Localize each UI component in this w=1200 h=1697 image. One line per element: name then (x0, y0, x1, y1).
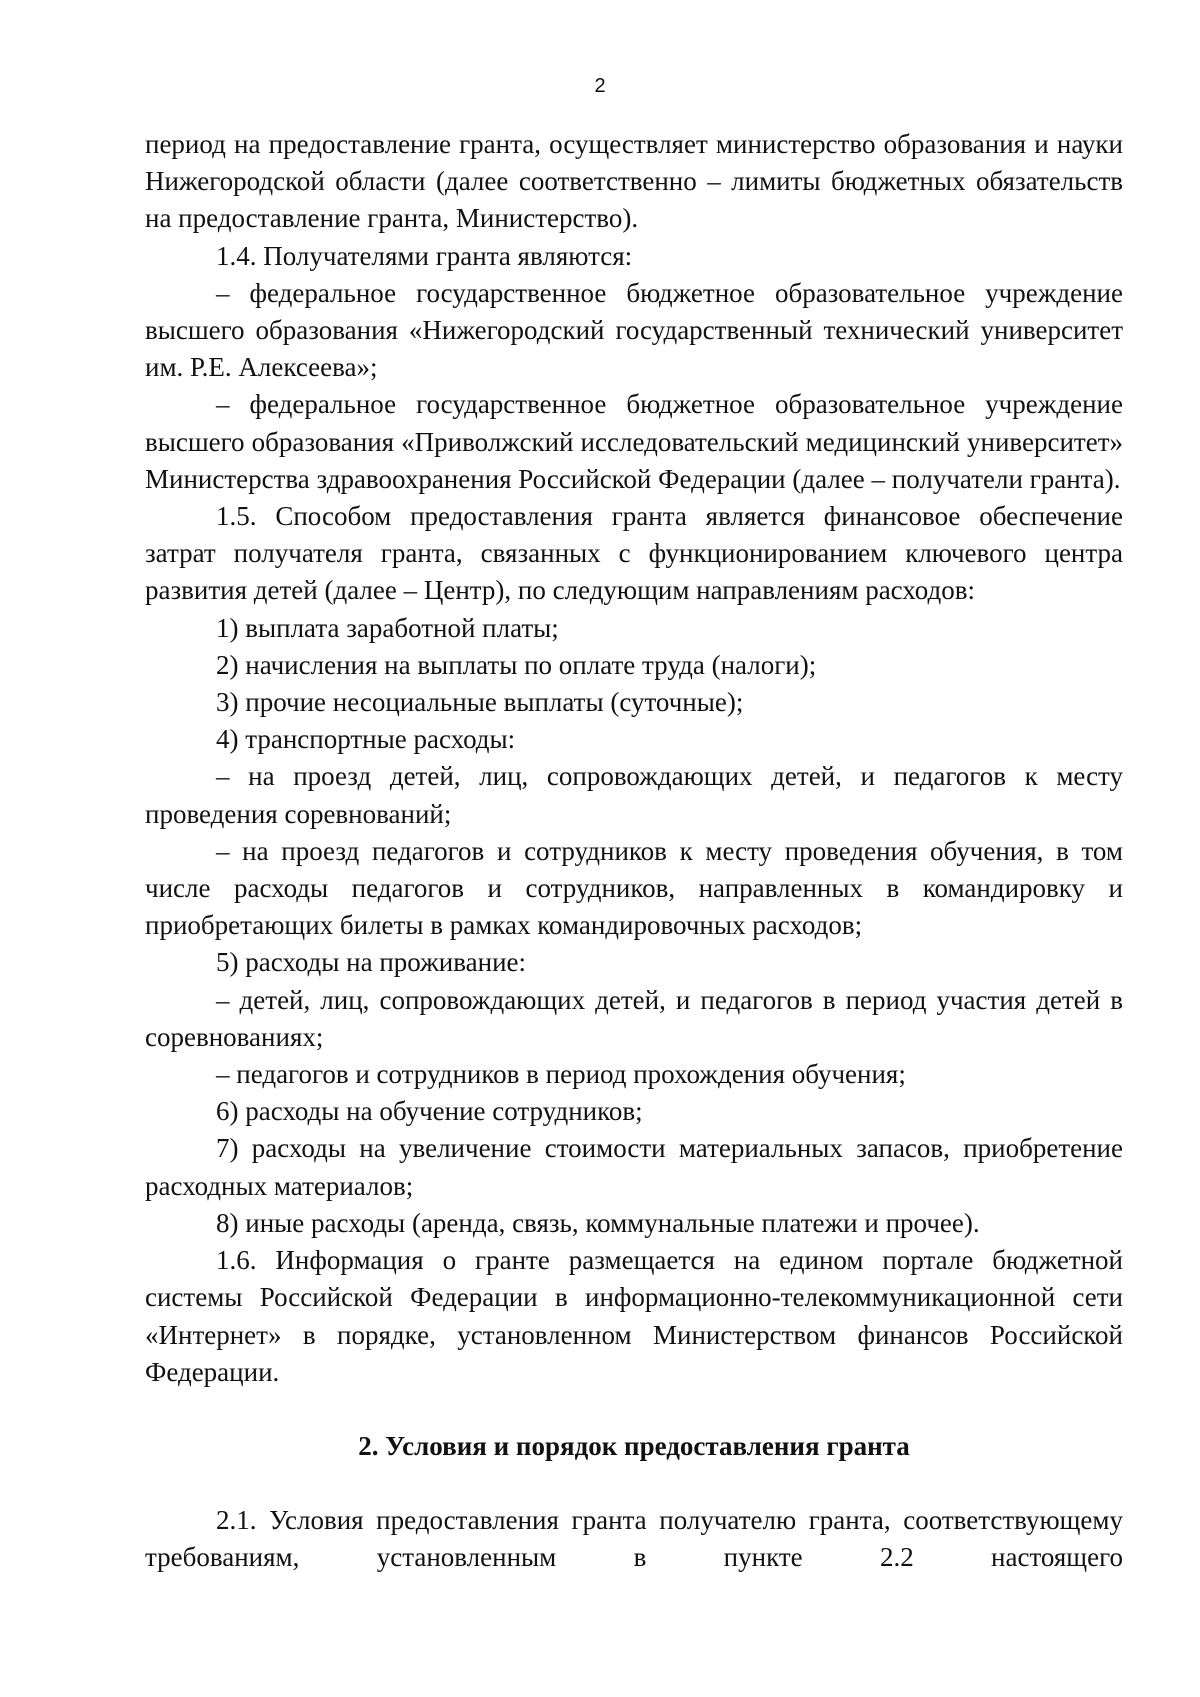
list-item: – педагогов и сотрудников в период прохождения обучения; (216, 1059, 906, 1090)
list-item: 6) расходы на обучение сотрудников; (216, 1096, 643, 1127)
paragraph: 1.6. Информация о гранте размещается на едином портале бюджетной системы Российской Федерации в информационно-телекоммуникационной сети «Интернет» в порядке, установленном Министерством финансов Российской Федерации. (145, 1245, 1123, 1387)
list-item: – на проезд детей, лиц, сопровождающих детей, и педагогов к месту проведения соревнований; (145, 761, 1123, 829)
list-item: 2) начисления на выплаты по оплате труда (налоги); (216, 649, 817, 680)
list-item: 4) транспортные расходы: (216, 724, 516, 755)
list-item: – детей, лиц, сопровождающих детей, и педагогов в период участия детей в соревнованиях; (145, 984, 1123, 1052)
paragraph: период на предоставление гранта, осуществляет министерство образования и науки Нижегородской области (далее соответственно – лимиты бюджетных обязательств на предоставление гранта, Министерство). (145, 129, 1123, 234)
list-item: 3) прочие несоциальные выплаты (суточные); (216, 687, 744, 718)
list-item: 5) расходы на проживание: (216, 947, 526, 978)
paragraph: – федеральное государственное бюджетное образовательное учреждение высшего образования «Нижегородский государственный технический университет им. Р.Е. Алексеева»; (145, 277, 1123, 383)
paragraph: 1.4. Получателями гранта являются: (216, 240, 633, 271)
page-number: 2 (594, 75, 606, 97)
document-body (145, 126, 1123, 1577)
list-item: – на проезд педагогов и сотрудников к месту проведения обучения, в том числе расходы педагогов и сотрудников, направленных в командировку и приобретающих билеты в рамках командировочных расходов; (145, 835, 1123, 941)
paragraph: – федеральное государственное бюджетное образовательное учреждение высшего образования «Приволжский исследовательский медицинский университет» Министерства здравоохранения Российской Федерации (далее – получатели гранта). (145, 389, 1123, 494)
list-item: 7) расходы на увеличение стоимости материальных запасов, приобретение расходных материалов; (145, 1133, 1123, 1201)
paragraph: 1.5. Способом предоставления гранта является финансовое обеспечение затрат получателя гранта, связанных с функционированием ключевого центра развития детей (далее – Центр), по следующим направлениям расходов: (145, 501, 1123, 606)
list-item: 1) выплата заработной платы; (216, 612, 559, 643)
paragraph: 2.1. Условия предоставления гранта получателю гранта, соответствующему требованиям, установленным в пункте 2.2 настоящего (145, 1505, 1123, 1573)
list-item: 8) иные расходы (аренда, связь, коммунальные платежи и прочее). (216, 1207, 980, 1238)
section-heading: 2. Условия и порядок предоставления гранта (358, 1430, 910, 1461)
